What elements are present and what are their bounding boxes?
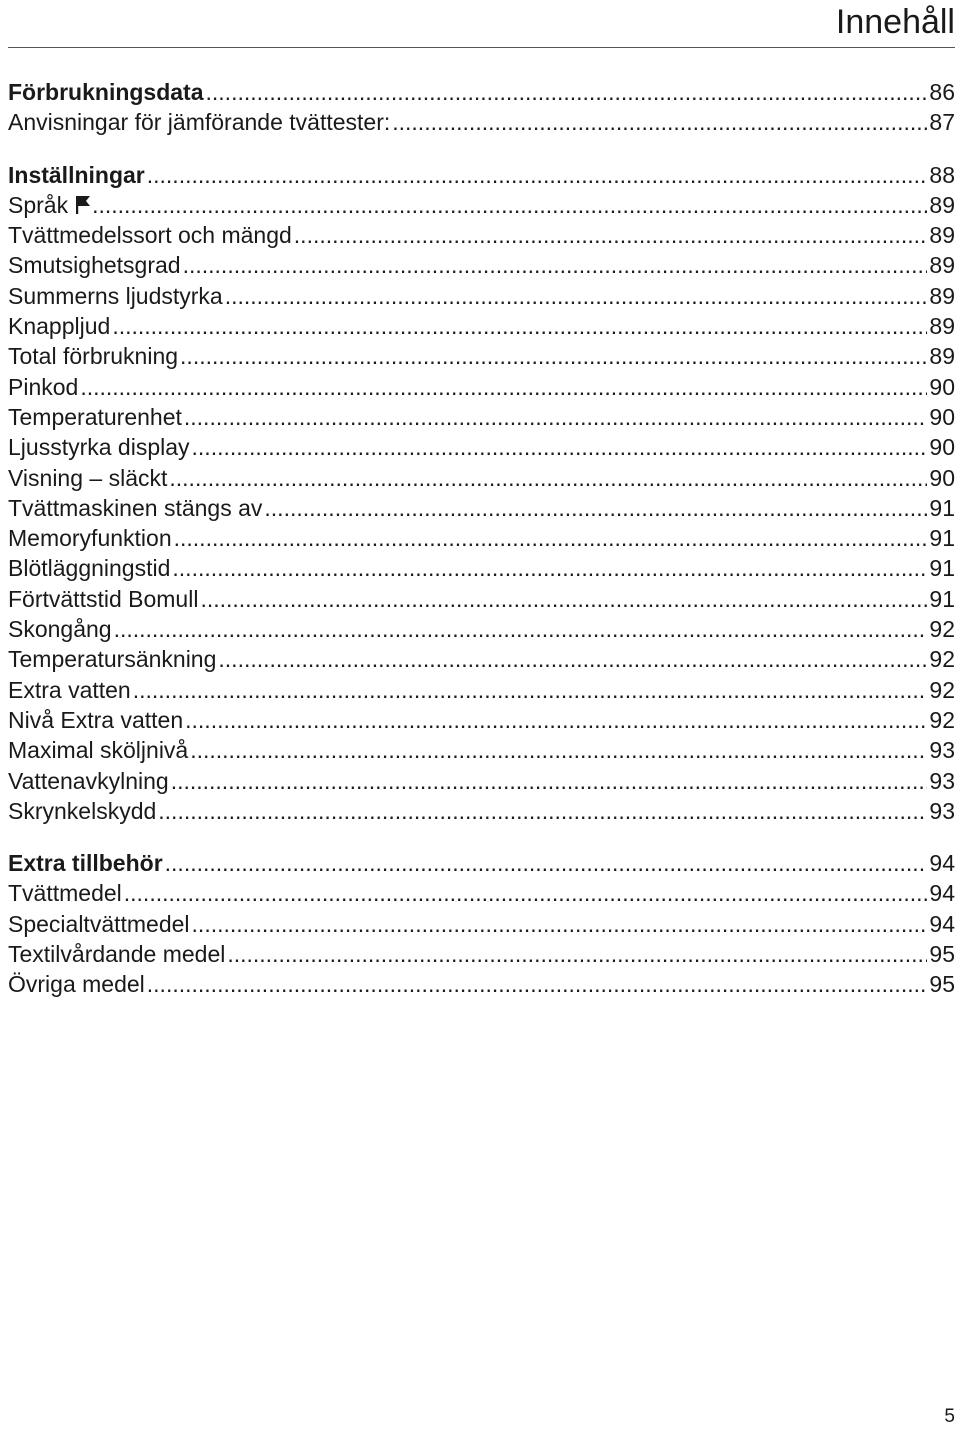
toc-entry-page: 89 xyxy=(929,222,955,249)
toc-entry-label xyxy=(8,848,163,878)
toc-entry-page: 94 xyxy=(929,880,955,907)
toc-entry[interactable] xyxy=(8,796,955,826)
toc-entry-label-text: Extra vatten xyxy=(8,676,131,703)
toc-entry-label-text: Temperatursänkning xyxy=(8,646,217,673)
dot-leader xyxy=(264,493,927,523)
page-header xyxy=(0,0,960,50)
toc-entry-label xyxy=(8,614,112,644)
toc-entry-label xyxy=(8,553,170,583)
toc-entry-label-text: Memoryfunktion xyxy=(8,525,172,552)
toc-entry[interactable] xyxy=(8,493,955,523)
toc-entry[interactable] xyxy=(8,220,955,250)
dot-leader xyxy=(158,796,927,826)
toc-entry[interactable] xyxy=(8,107,955,137)
toc-entry-label-text: Temperaturenhet xyxy=(8,403,182,430)
toc-entry[interactable] xyxy=(8,341,955,371)
dot-leader xyxy=(206,77,928,107)
toc-entry[interactable] xyxy=(8,735,955,765)
toc-entry-label-text: Maximal sköljnivå xyxy=(8,737,189,764)
toc-entry[interactable] xyxy=(8,909,955,939)
toc-entry-label xyxy=(8,523,172,553)
toc-entry-label-text: Tvättmaskinen stängs av xyxy=(8,494,263,521)
toc-entry[interactable] xyxy=(8,939,955,969)
toc-entry-label-text: Summerns ljudstyrka xyxy=(8,282,223,309)
toc-entry-label xyxy=(8,939,225,969)
dot-leader xyxy=(133,675,928,705)
toc-entry-label xyxy=(8,878,122,908)
toc-entry-label-text: Ljusstyrka display xyxy=(8,434,190,461)
toc-entry-label xyxy=(8,735,188,765)
toc-section xyxy=(8,77,955,138)
toc-entry-label-text: Tvättmedel xyxy=(8,880,122,907)
dot-leader xyxy=(294,220,928,250)
toc-entry[interactable] xyxy=(8,878,955,908)
dot-leader xyxy=(183,250,928,280)
toc-entry-label xyxy=(8,766,169,796)
toc-entry[interactable] xyxy=(8,705,955,735)
toc-entry-label-text: Blötläggningstid xyxy=(8,555,171,582)
toc-heading-entry[interactable] xyxy=(8,848,955,878)
toc-entry-page: 90 xyxy=(929,434,955,461)
dot-leader xyxy=(200,584,927,614)
toc-entry-label-text: Smutsighetsgrad xyxy=(8,252,181,279)
toc-entry-label xyxy=(8,463,167,493)
toc-entry-label xyxy=(8,796,156,826)
dot-leader xyxy=(172,553,927,583)
page-number: 5 xyxy=(944,1406,955,1427)
toc-entry-page: 95 xyxy=(929,971,955,998)
dot-leader xyxy=(112,311,927,341)
toc-entry[interactable] xyxy=(8,553,955,583)
toc-entry[interactable] xyxy=(8,766,955,796)
toc-entry[interactable] xyxy=(8,402,955,432)
toc-entry[interactable] xyxy=(8,250,955,280)
toc-section xyxy=(8,848,955,999)
toc-entry-page: 94 xyxy=(929,850,955,877)
toc-entry-page: 91 xyxy=(929,585,955,612)
toc-entry[interactable] xyxy=(8,281,955,311)
toc-entry-label xyxy=(8,372,78,402)
toc-entry-page: 86 xyxy=(929,79,955,105)
dot-leader xyxy=(171,766,928,796)
toc-entry-page: 92 xyxy=(929,706,955,733)
dot-leader xyxy=(114,614,928,644)
toc-entry-page: 89 xyxy=(929,191,955,218)
toc-entry-page: 93 xyxy=(929,797,955,824)
toc-entry-label xyxy=(8,402,182,432)
toc-entry-label-text: Pinkod xyxy=(8,373,79,400)
dot-leader xyxy=(218,644,927,674)
toc-entry-label xyxy=(8,644,216,674)
toc-entry-label-text: Total förbrukning xyxy=(8,343,179,370)
toc-heading-entry[interactable] xyxy=(8,77,955,107)
toc-entry-label-text: Nivå Extra vatten xyxy=(8,706,184,733)
toc-entry[interactable] xyxy=(8,523,955,553)
toc-heading-entry[interactable] xyxy=(8,160,955,190)
toc-entry-label xyxy=(8,432,190,462)
dot-leader xyxy=(192,909,928,939)
toc-entry-label-text: Förtvättstid Bomull xyxy=(8,585,199,612)
toc-entry-label xyxy=(8,190,90,220)
page-title: Innehåll xyxy=(835,3,955,41)
dot-leader xyxy=(180,341,927,371)
toc-entry-label xyxy=(8,77,204,107)
toc-entry-page: 87 xyxy=(929,109,955,136)
dot-leader xyxy=(184,402,928,432)
toc-entry-page: 95 xyxy=(929,941,955,968)
table-of-contents xyxy=(8,77,955,1000)
toc-entry-page: 89 xyxy=(929,252,955,279)
toc-entry-label xyxy=(8,909,190,939)
toc-entry-label xyxy=(8,160,145,190)
toc-entry-page: 92 xyxy=(929,646,955,673)
dot-leader xyxy=(192,432,928,462)
toc-entry-page: 93 xyxy=(929,737,955,764)
toc-entry-page: 91 xyxy=(929,555,955,582)
toc-entry[interactable] xyxy=(8,372,955,402)
toc-entry[interactable] xyxy=(8,190,955,220)
dot-leader xyxy=(392,107,927,137)
toc-entry-label-text: Anvisningar för jämförande tvättester: xyxy=(8,109,391,136)
toc-entry-page: 91 xyxy=(929,494,955,521)
toc-entry-label-text: Förbrukningsdata xyxy=(8,79,204,105)
toc-entry-label xyxy=(8,281,223,311)
toc-entry-label-text: Skongång xyxy=(8,616,112,643)
toc-entry-label-text: Specialtvättmedel xyxy=(8,910,190,937)
toc-entry-label xyxy=(8,311,110,341)
toc-entry-label xyxy=(8,584,198,614)
toc-entry-label xyxy=(8,705,183,735)
toc-entry[interactable] xyxy=(8,584,955,614)
dot-leader xyxy=(124,878,928,908)
flag-icon xyxy=(76,196,90,214)
toc-entry-label xyxy=(8,341,178,371)
dot-leader xyxy=(92,190,927,220)
toc-entry-page: 93 xyxy=(929,767,955,794)
toc-entry-label xyxy=(8,493,262,523)
toc-entry-page: 90 xyxy=(929,464,955,491)
toc-entry-page: 94 xyxy=(929,910,955,937)
toc-entry-page: 90 xyxy=(929,373,955,400)
dot-leader xyxy=(190,735,927,765)
toc-entry-label-text: Övriga medel xyxy=(8,971,145,998)
toc-entry[interactable] xyxy=(8,311,955,341)
toc-entry-page: 90 xyxy=(929,403,955,430)
toc-entry-page: 91 xyxy=(929,525,955,552)
toc-entry-page: 89 xyxy=(929,343,955,370)
toc-entry-page: 92 xyxy=(929,616,955,643)
toc-entry-page: 89 xyxy=(929,282,955,309)
header-divider xyxy=(8,47,955,48)
toc-entry-label-text: Inställningar xyxy=(8,161,145,188)
toc-entry-page: 89 xyxy=(929,313,955,340)
toc-entry-label-text: Textilvårdande medel xyxy=(8,941,226,968)
toc-entry-label-text: Skrynkelskydd xyxy=(8,797,157,824)
toc-entry[interactable] xyxy=(8,463,955,493)
dot-leader xyxy=(147,969,928,999)
toc-entry[interactable] xyxy=(8,675,955,705)
dot-leader xyxy=(225,281,928,311)
toc-entry[interactable] xyxy=(8,969,955,999)
toc-entry[interactable] xyxy=(8,644,955,674)
toc-entry-label-text: Språk xyxy=(8,191,69,218)
toc-entry-label xyxy=(8,675,131,705)
toc-section xyxy=(8,160,955,827)
toc-entry-label xyxy=(8,969,145,999)
toc-entry[interactable] xyxy=(8,432,955,462)
toc-entry-label-text: Vattenavkylning xyxy=(8,767,169,794)
toc-entry-label-text: Extra tillbehör xyxy=(8,850,163,877)
toc-entry-label xyxy=(8,220,292,250)
toc-entry-label-text: Tvättmedelssort och mängd xyxy=(8,222,292,249)
dot-leader xyxy=(227,939,927,969)
toc-entry-label-text: Visning – släckt xyxy=(8,464,168,491)
dot-leader xyxy=(174,523,928,553)
toc-entry-page: 92 xyxy=(929,676,955,703)
toc-entry-label-text: Knappljud xyxy=(8,313,111,340)
dot-leader xyxy=(80,372,927,402)
toc-entry-label xyxy=(8,107,390,137)
dot-leader xyxy=(169,463,927,493)
dot-leader xyxy=(165,848,928,878)
toc-entry-page: 88 xyxy=(929,161,955,188)
toc-entry[interactable] xyxy=(8,614,955,644)
dot-leader xyxy=(147,160,928,190)
toc-entry-label xyxy=(8,250,181,280)
dot-leader xyxy=(185,705,927,735)
